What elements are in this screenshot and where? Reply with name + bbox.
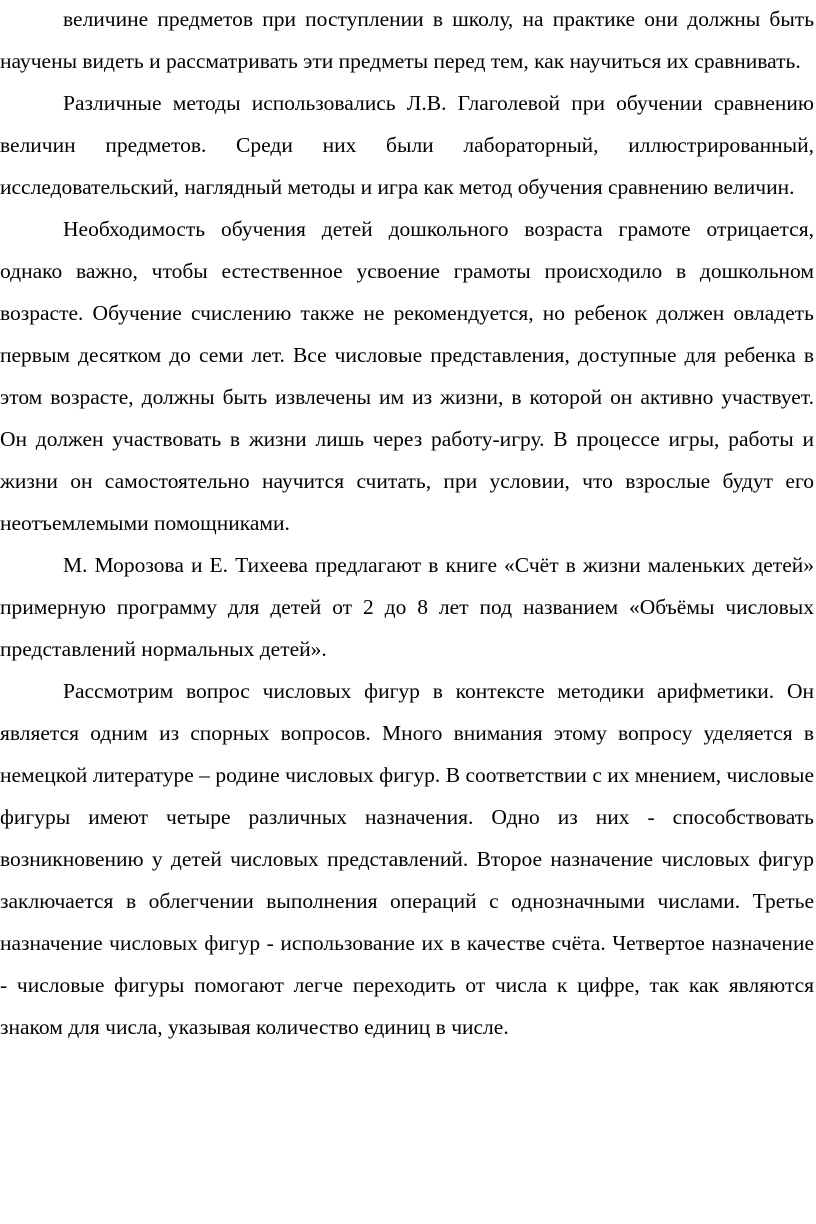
paragraph-glagoleva-methods: Различные методы использовались Л.В. Глаголевой при обучении сравнению величин предметов. Среди них были лабораторный, иллюстрированный, исследовательский, наглядный методы и игра как метод обучения сравнению величин. (0, 91, 814, 199)
paragraph-number-figures: Рассмотрим вопрос числовых фигур в контексте методики арифметики. Он является одним из спорных вопросов. Много внимания этому вопросу уделяется в немецкой литературе – родине числовых фигур. В соответствии с их мнением, числовые фигуры имеют четыре различных назначения. Одно из них - способствовать возникновению у детей числовых представлений. Второе назначение числовых фигур заключается в облегчении выполнения операций с однозначными числами. Третье назначение числовых фигур - использование их в качестве счёта. Четвертое назначение - числовые фигуры помогают легче переходить от числа к цифре, так как являются знаком для числа, указывая количество единиц в числе. (0, 679, 814, 1039)
paragraph-continued: величине предметов при поступлении в школу, на практике они должны быть научены видеть и рассматривать эти предметы перед тем, как научиться их сравнивать. (0, 7, 814, 73)
paragraph-morozova-tikheeva: М. Морозова и Е. Тихеева предлагают в книге «Счёт в жизни маленьких детей» примерную программу для детей от 2 до 8 лет под названием «Объёмы числовых представлений нормальных детей». (0, 553, 814, 661)
paragraph-literacy-counting: Необходимость обучения детей дошкольного возраста грамоте отрицается, однако важно, чтобы естественное усвоение грамоты происходило в дошкольном возрасте. Обучение счислению также не рекомендуется, но ребенок должен овладеть первым десятком до семи лет. Все числовые представления, доступные для ребенка в этом возрасте, должны быть извлечены им из жизни, в которой он активно участвует. Он должен участвовать в жизни лишь через работу-игру. В процессе игры, работы и жизни он самостоятельно научится считать, при условии, что взрослые будут его неотъемлемыми помощниками. (0, 217, 814, 535)
